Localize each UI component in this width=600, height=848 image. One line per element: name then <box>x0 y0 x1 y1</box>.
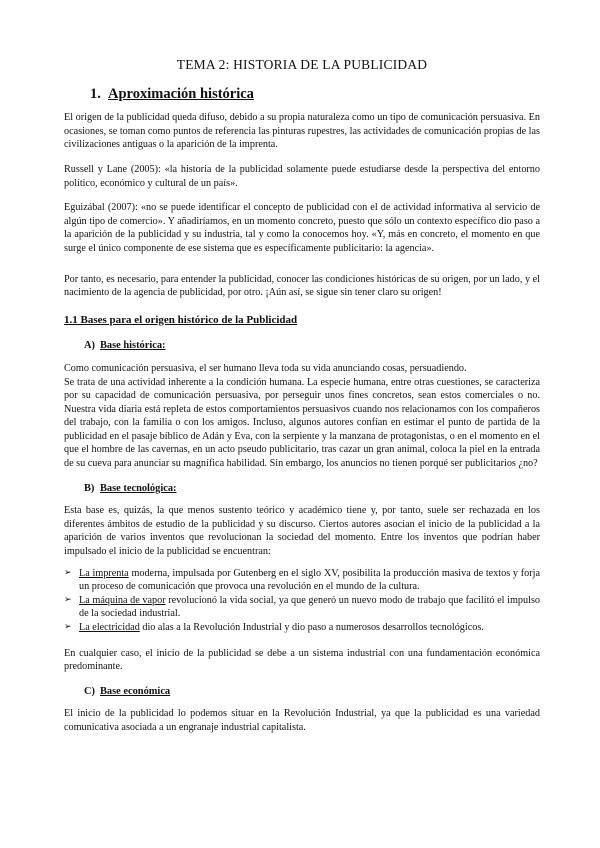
list-letter: C) <box>84 685 95 697</box>
base-historica-heading <box>84 339 540 353</box>
section-heading-1 <box>90 85 540 102</box>
heading-text: Base histórica: <box>100 340 166 352</box>
heading-text: Base económica <box>100 685 171 697</box>
invention-term: La imprenta <box>79 567 129 579</box>
list-item <box>64 567 540 594</box>
invention-term: La máquina de vapor <box>79 594 166 606</box>
base-economica-body: El inicio de la publicidad lo podemos situar en la Revolución Industrial, ya que la publicidad es una variedad comunicativa asociada a un engranaje industrial capitalista. <box>64 708 540 733</box>
invention-text: moderna, impulsada por Gutenberg en el siglo XV, posibilita la producción masiva de textos y forja un proceso de comunicación que provoca una revolución en el mundo de la cultura. <box>79 567 541 593</box>
arrow-bullet-icon: ➢ <box>64 622 72 632</box>
invention-term: La electricidad <box>79 622 140 633</box>
base-tecnologica-body: Esta base es, quizás, la que menos sustento teórico y académico tiene y, por tanto, suele ser rechazada en los diferentes ámbitos de estudio de la publicidad y su discurso. Ciertos autores asocian el inicio de la publicidad a la aparición de varios inventos que revolucionan la sociedad del momento. Entre los inventos que podrían haber impulsado el inicio de la publicidad se encuentran: <box>64 505 540 558</box>
arrow-bullet-icon: ➢ <box>64 567 72 578</box>
subsection-heading-1-1: 1.1 Bases para el origen histórico de la Publicidad <box>64 313 298 326</box>
arrow-bullet-icon: ➢ <box>64 594 72 605</box>
invention-text: revolucionó la vida social, ya que generó un nuevo modo de trabajo que facilitó el impulso de la sociedad industrial. <box>79 594 540 620</box>
section-number: 1. <box>90 85 101 102</box>
section-title: Aproximación histórica <box>108 85 254 102</box>
inventions-list <box>64 567 540 635</box>
heading-text: Base tecnológica: <box>100 482 177 494</box>
list-item <box>64 594 540 621</box>
conclusion-paragraph: Por tanto, es necesario, para entender la publicidad, conocer las condiciones históricas de su origen, por un lado, y el nacimiento de la agencia de publicidad, por otro. ¡Aún así, se sigue sin tener claro su origen! <box>64 273 540 299</box>
page-title: TEMA 2: HISTORIA DE LA PUBLICIDAD <box>176 57 428 72</box>
base-economica-heading <box>84 685 540 699</box>
list-letter: A) <box>84 340 95 352</box>
base-historica-body: Se trata de una actividad inherente a la condición humana. La especie humana, entre otras cuestiones, se caracteriza por su capacidad de comunicación persuasiva, por perseguir unos fines concretos, sean estos comerciales o no. Nuestra vida diaria está repleta de estos comportamientos persuasivos cuando nos relacionamos con los compañeros del trabajo, con la familia o con los amigos. Incluso, algunos autores confían en estimar el punto de partida de la publicidad en el pasaje bíblico de Adán y Eva, con la serpiente y la manzana de protagonistas, o en el momento en el que el hombre de las cavernas, en un acto pseudo publicitario, tras cazar un gran animal, coloca la piel en la entrada de su cueva para anunciar su magnífica habilidad. Sin embargo, los anuncios no tienen porqué ser publicitarios ¿no? <box>64 376 540 470</box>
list-item <box>64 621 540 635</box>
base-historica-line: Como comunicación persuasiva, el ser humano lleva toda su vida anunciando cosas, persuadiendo. <box>64 362 467 374</box>
eguizabal-quote: Eguizábal (2007): «no se puede identificar el concepto de publicidad con el de actividad informativa al servicio de algún tipo de comercio». Y añadiríamos, en un momento concreto, puesto que sólo un contexto específico dio paso a la aparición de la publicidad y su industria, tal y como la conocemos hoy. «Y, más en concreto, el momento en que surge el único componente de ese sistema que es específicamente publicitario: la agencia». <box>64 202 540 254</box>
base-tecnologica-heading <box>84 482 540 496</box>
invention-text: dio alas a la Revolución Industrial y dio paso a numerosos desarrollos tecnológicos. <box>139 622 484 633</box>
russell-lane-quote: Russell y Lane (2005): «la historia de la publicidad solamente puede estudiarse desde la perspectiva del entorno político, económico y cultural de un país». <box>64 163 540 189</box>
list-letter: B) <box>84 482 95 494</box>
intro-paragraph: El origen de la publicidad queda difuso, debido a su propia naturaleza como un tipo de comunicación persuasiva. En ocasiones, se toman como puntos de referencia las pinturas rupestres, las actividades de comunicación propias de las civilizaciones antiguas o la aparición de la imprenta. <box>64 112 540 151</box>
base-tecnologica-conclusion: En cualquier caso, el inicio de la publicidad se debe a un sistema industrial con una fundamentación económica predominante. <box>64 647 540 673</box>
